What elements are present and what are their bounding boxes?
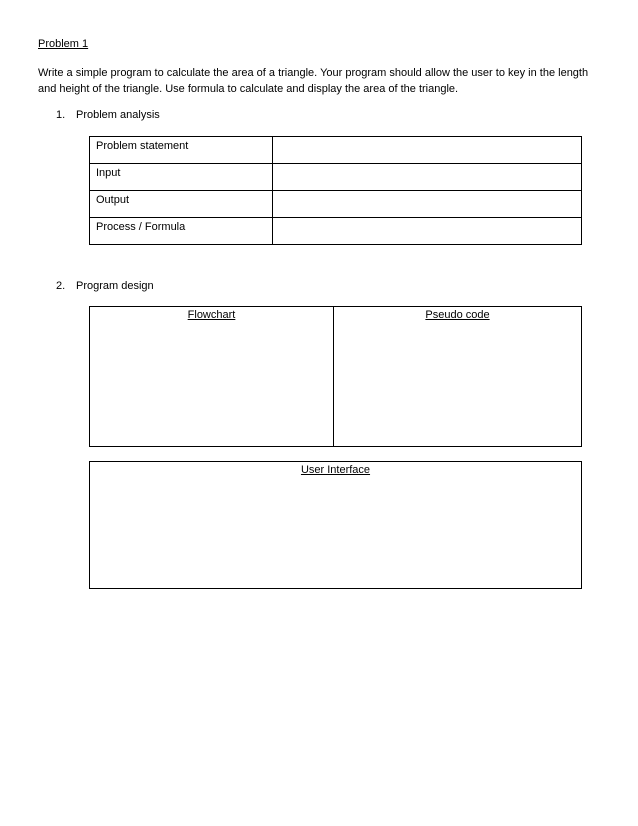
section-number: 1. <box>56 109 66 121</box>
row-value-output[interactable] <box>272 191 581 218</box>
problem-analysis-table <box>89 136 582 245</box>
table-row <box>90 137 582 164</box>
row-label-problem-statement: Problem statement <box>90 137 273 164</box>
section-program-design <box>56 280 154 292</box>
row-label-process-formula: Process / Formula <box>90 218 273 245</box>
program-design-box <box>89 306 582 447</box>
problem-title: Problem 1 <box>38 38 89 50</box>
row-label-input: Input <box>90 164 273 191</box>
problem-prompt: Write a simple program to calculate the area of a triangle. Your program should allow the user to key in the length and height of the triangle. Use formula to calculate and display the area of the triangle. <box>38 67 589 95</box>
user-interface-label: User Interface <box>300 464 371 476</box>
user-interface-area[interactable] <box>89 461 582 589</box>
table-row <box>90 164 582 191</box>
section-heading-text: Problem analysis <box>76 109 160 121</box>
pseudocode-label: Pseudo code <box>425 309 490 321</box>
row-label-output: Output <box>90 191 273 218</box>
section-number: 2. <box>56 280 66 292</box>
row-value-process-formula[interactable] <box>272 218 581 245</box>
section-heading-text: Program design <box>76 280 154 292</box>
section-problem-analysis <box>56 109 160 121</box>
pseudocode-area[interactable] <box>334 307 581 446</box>
row-value-problem-statement[interactable] <box>272 137 581 164</box>
flowchart-area[interactable] <box>90 307 334 446</box>
flowchart-label: Flowchart <box>187 309 236 321</box>
table-row <box>90 218 582 245</box>
table-row <box>90 191 582 218</box>
row-value-input[interactable] <box>272 164 581 191</box>
